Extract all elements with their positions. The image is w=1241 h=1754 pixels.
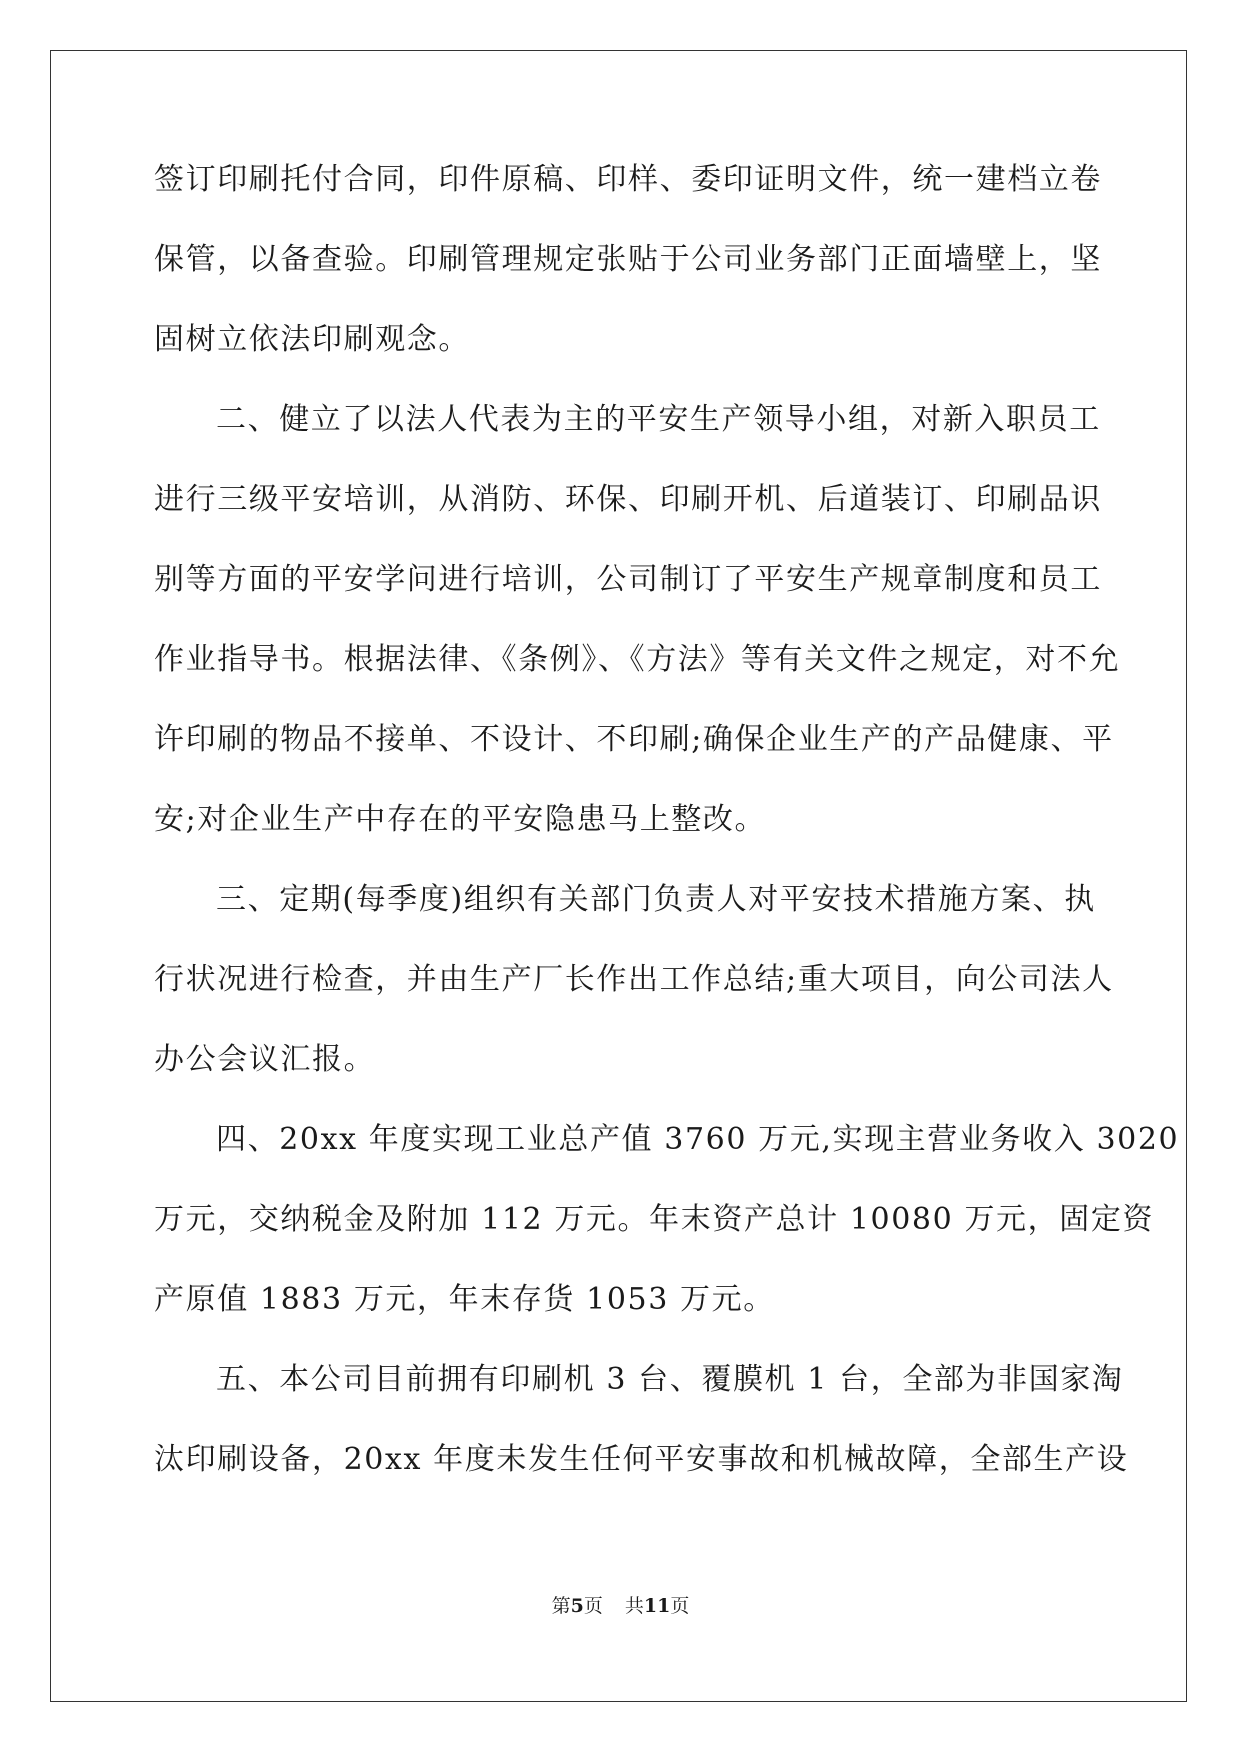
text-line-6: 别等方面的平安学问进行培训，公司制订了平安生产规章制度和员工 <box>154 562 1102 597</box>
footer-page-unit: 页 <box>583 1595 603 1617</box>
footer-total-prefix: 共 <box>624 1595 644 1617</box>
text-line-1: 签订印刷托付合同，印件原稿、印样、委印证明文件，统一建档立卷 <box>154 162 1102 197</box>
footer-total-unit: 页 <box>670 1595 690 1617</box>
footer-total-pages: 11 <box>643 1595 671 1617</box>
text-line-16: 五、本公司目前拥有印刷机 3 台、覆膜机 1 台，全部为非国家淘 <box>216 1362 1124 1397</box>
text-line-8: 许印刷的物品不接单、不设计、不印刷;确保企业生产的产品健康、平 <box>154 722 1114 757</box>
text-line-5: 进行三级平安培训，从消防、环保、印刷开机、后道装订、印刷品识 <box>154 482 1102 517</box>
text-line-7: 作业指导书。根据法律、《条例》、《方法》等有关文件之规定，对不允 <box>154 642 1121 677</box>
footer-prefix: 第 <box>551 1595 571 1617</box>
text-line-14: 万元，交纳税金及附加 112 万元。年末资产总计 10080 万元，固定资 <box>154 1202 1155 1237</box>
text-line-12: 办公会议汇报。 <box>154 1042 376 1077</box>
page-footer <box>0 1591 1241 1618</box>
text-line-15: 产原值 1883 万元，年末存货 1053 万元。 <box>154 1282 775 1317</box>
document-body <box>154 162 1180 1525</box>
text-line-4: 二、健立了以法人代表为主的平安生产领导小组，对新入职员工 <box>216 402 1101 437</box>
text-line-9: 安;对企业生产中存在的平安隐患马上整改。 <box>154 802 767 837</box>
text-line-17: 汰印刷设备，20xx 年度未发生任何平安事故和机械故障，全部生产设 <box>154 1442 1129 1477</box>
text-line-13: 四、20xx 年度实现工业总产值 3760 万元,实现主营业务收入 3020 <box>216 1122 1180 1157</box>
footer-page-number: 5 <box>570 1595 584 1617</box>
text-line-11: 行状况进行检查，并由生产厂长作出工作总结;重大项目，向公司法人 <box>154 962 1114 997</box>
text-line-2: 保管，以备查验。印刷管理规定张贴于公司业务部门正面墙壁上，坚 <box>154 242 1102 277</box>
text-line-10: 三、定期(每季度)组织有关部门负责人对平安技术措施方案、执 <box>216 882 1096 917</box>
text-line-3: 固树立依法印刷观念。 <box>154 322 470 357</box>
